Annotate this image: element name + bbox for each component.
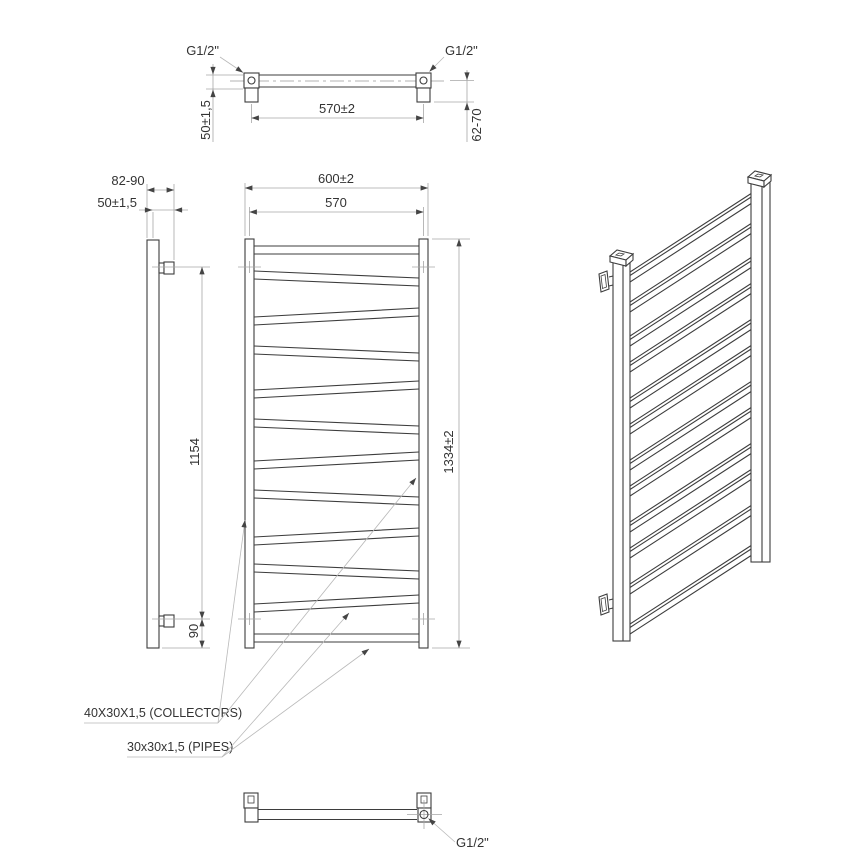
bottom-view-left-bracket (244, 793, 258, 822)
front-dim-overall-height-text: 1334±2 (441, 430, 456, 474)
front-view-left-collector (245, 239, 254, 648)
top-view-right-bracket (416, 73, 431, 102)
top-conn-left-label: G1/2" (186, 43, 219, 58)
side-dim-bracket-spacing (187, 267, 202, 619)
side-dim-bottom-offset (186, 619, 202, 648)
top-view-left-bracket (244, 73, 259, 102)
front-dim-axis-width (250, 195, 424, 212)
iso-top-bracket (599, 271, 613, 292)
top-conn-left-leader (220, 57, 243, 73)
pipes-leader-upper (222, 613, 349, 757)
side-dim-bottom-offset-text: 90 (186, 623, 201, 639)
top-conn-right-label: G1/2" (445, 43, 478, 58)
side-view (97, 173, 210, 648)
side-dim-bracket-spacing-text: 1154 (187, 438, 202, 466)
bottom-conn-leader (429, 819, 456, 843)
front-dim-overall-width (245, 171, 428, 188)
top-dim-wall-offset (198, 64, 243, 142)
pipes-label: 30x30x1,5 (PIPES) (127, 740, 234, 754)
bottom-conn-label: G1/2" (456, 835, 489, 850)
front-view-pipes (254, 246, 419, 642)
side-view-top-bracket (159, 262, 174, 274)
side-dim-depth-range-text: 82-90 (111, 173, 145, 188)
top-view (186, 43, 484, 142)
isometric-view (599, 171, 771, 641)
bottom-view (244, 793, 489, 850)
pipes-leader-lower (222, 649, 369, 757)
front-view (238, 171, 470, 648)
iso-bottom-bracket (599, 594, 613, 615)
collectors-leader-left (218, 520, 245, 723)
front-dim-overall-width-text: 600±2 (317, 171, 355, 186)
top-dim-center-distance (252, 101, 424, 123)
collectors-label: 40X30X1,5 (COLLECTORS) (84, 706, 243, 720)
side-dim-wall-offset-text: 50±1,5 (97, 195, 137, 210)
front-view-right-collector (419, 239, 428, 648)
iso-right-collector (748, 171, 771, 562)
side-view-bottom-bracket (159, 615, 174, 627)
top-conn-right-leader (430, 57, 445, 72)
front-dim-axis-width-text: 570 (325, 195, 347, 210)
iso-rungs (630, 191, 755, 634)
top-dim-center-distance-text: 570±2 (318, 101, 356, 116)
side-view-collector (147, 240, 159, 648)
front-dim-overall-height (432, 239, 470, 648)
top-dim-wall-offset-text: 50±1,5 (198, 100, 213, 140)
side-dim-depth-range (111, 173, 174, 260)
top-dim-adjust-range-text: 62-70 (469, 108, 484, 142)
iso-left-collector (610, 250, 633, 641)
